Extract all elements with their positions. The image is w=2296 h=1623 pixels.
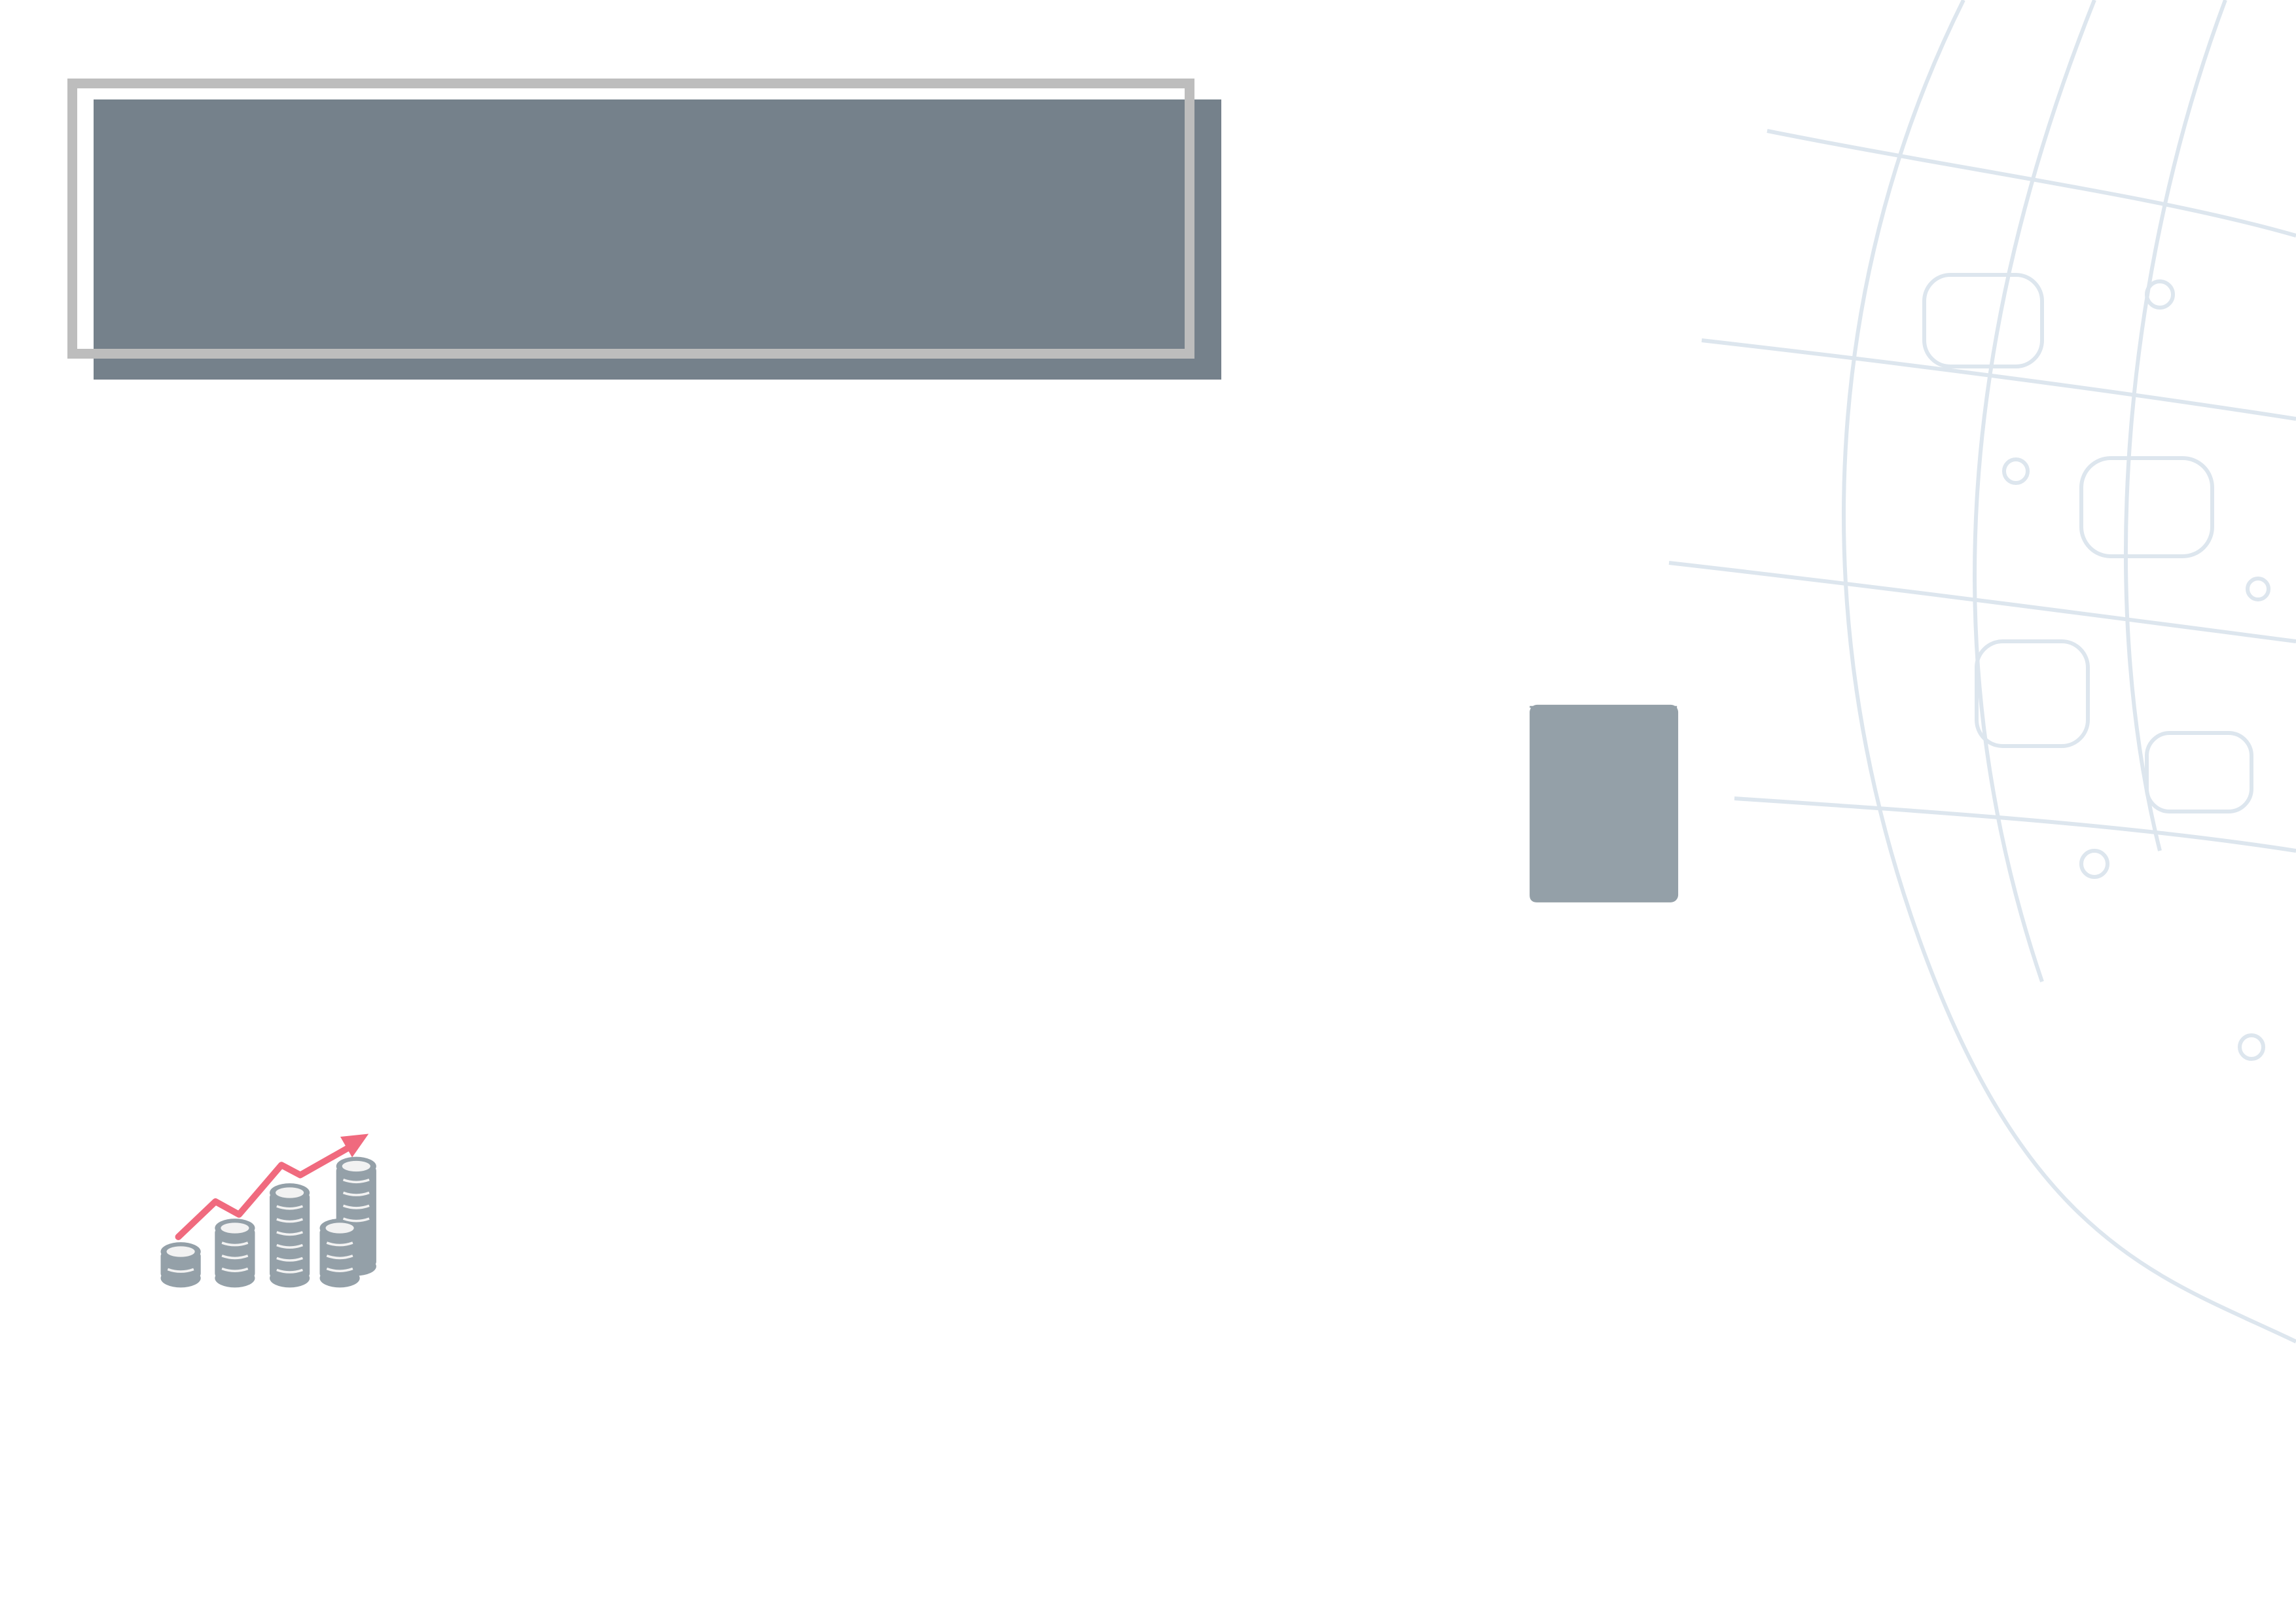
network-background-pattern [1505, 0, 2296, 1374]
devices-analytics-icon [1417, 694, 2117, 988]
page-title [94, 99, 1221, 380]
coins-growth-icon [145, 1119, 394, 1296]
